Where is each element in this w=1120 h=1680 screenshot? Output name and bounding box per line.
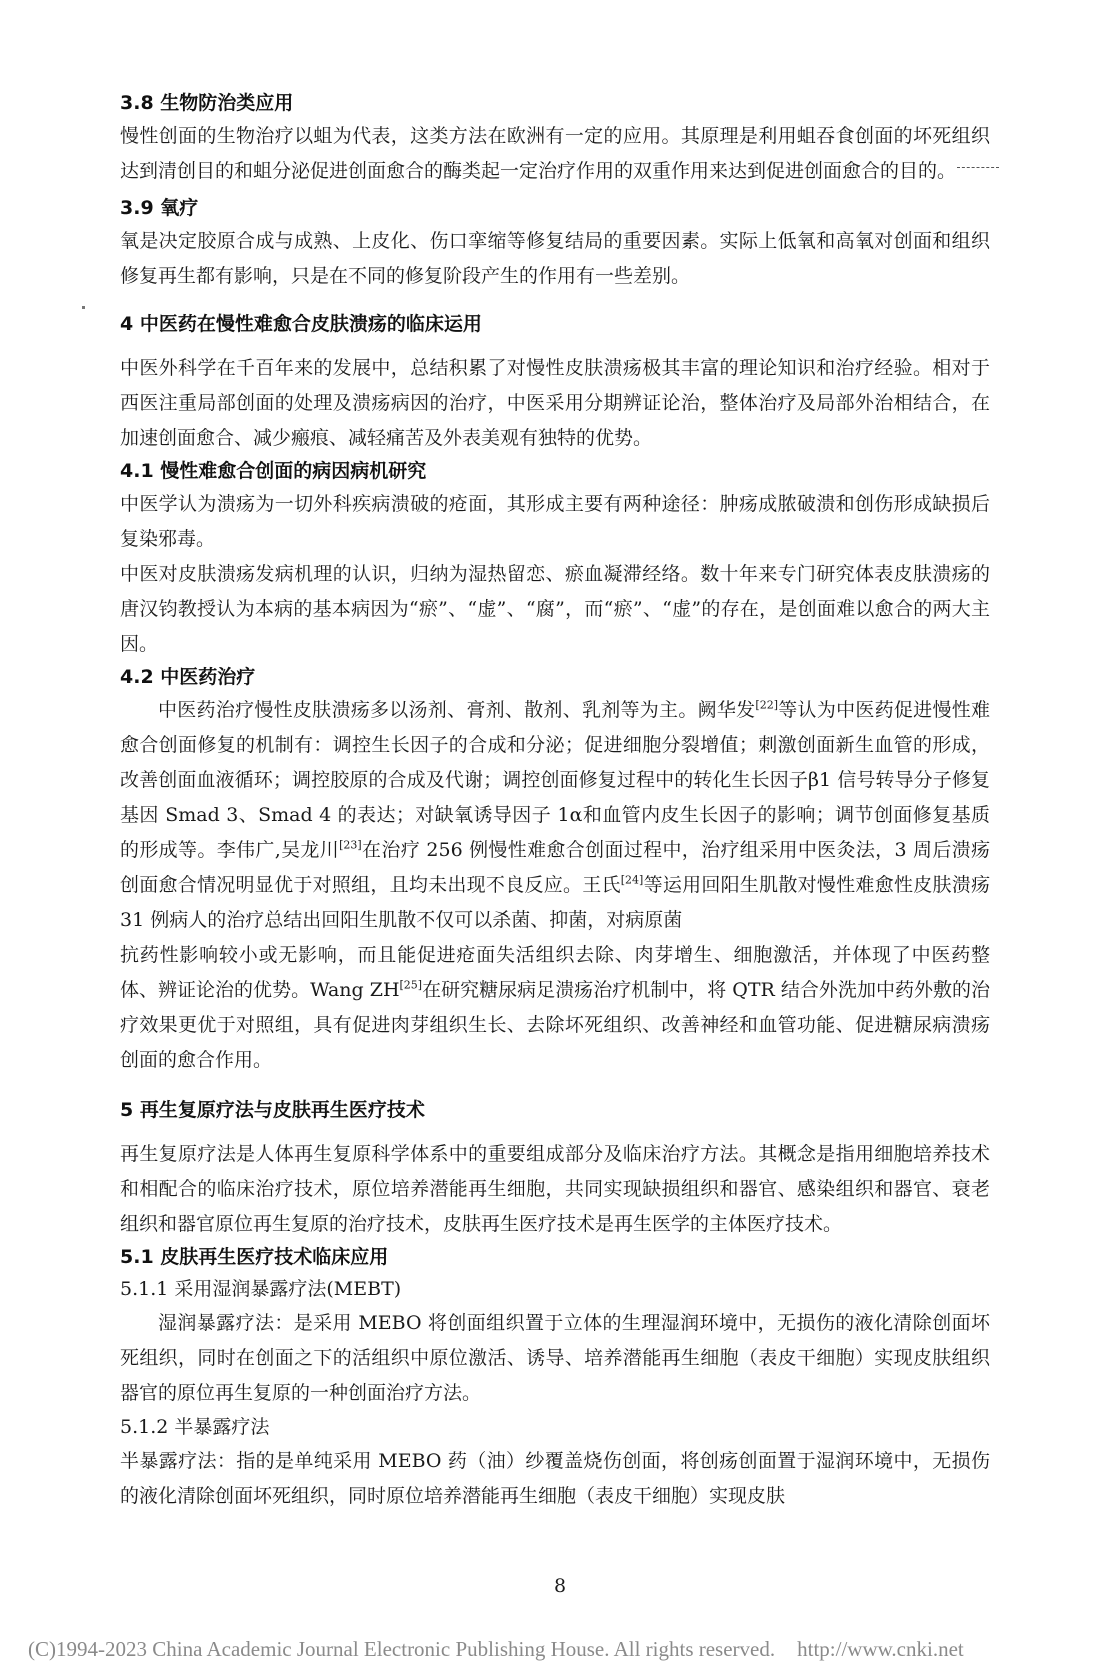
heading-4-1: 4.1 慢性难愈合创面的病因病机研究 [120,460,427,482]
heading-3-9: 3.9 氧疗 [120,197,199,219]
paragraph-4: 中医外科学在千百年来的发展中，总结积累了对慢性皮肤溃疡极其丰富的理论知识和治疗经验。相对于西医注重局部创面的处理及溃疡病因的治疗，中医采用分期辨证论治，整体治疗及局部外治相结合，在加速创面愈合、减少瘢痕、减轻痛苦及外表美观有独特的优势。 [120,357,990,449]
text-run: 等运用回阳生肌散对慢性难愈性皮肤溃疡 31 例病人的治疗总结出回阳生肌散不仅可以杀菌、抑菌，对病原菌 [120,874,990,931]
heading-4: 4 中医药在慢性难愈合皮肤溃疡的临床运用 [120,313,482,335]
text-run: 中医药治疗慢性皮肤溃疡多以汤剂、膏剂、散剂、乳剂等为主。阙华发 [158,699,756,721]
paragraph-5-1-2: 半暴露疗法：指的是单纯采用 MEBO 药（油）纱覆盖烧伤创面，将创疡创面置于湿润环境中，无损伤的液化清除创面坏死组织，同时原位培养潜能再生细胞（表皮干细胞）实现皮肤 [120,1450,990,1507]
subheading-5-1-2: 5.1.2 半暴露疗法 [120,1416,270,1438]
text-run: 等认为中医药促进慢性难愈合创面修复的机制有：调控生长因子的合成和分泌；促进细胞分裂增值；刺激创面新生血管的形成，改善创面血液循环；调控胶原的合成及代谢；调控创面修复过程中的转化生长因子β1 信号转导分子修复基因 Smad 3、Smad 4 的表达；对缺氧诱导因子 1α和血管内皮生长因子的影响；调节创面修复基质的形成等。李伟广,吴龙川 [120,699,990,861]
copyright-footer [28,1637,964,1662]
citation-25: [25] [399,978,423,992]
footer-url: http://www.cnki.net [797,1637,964,1661]
heading-5: 5 再生复原疗法与皮肤再生医疗技术 [120,1099,425,1121]
citation-23: [23] [339,838,362,852]
citation-22: [22] [755,698,778,712]
text-run: 在治疗 256 例慢性难愈合创面过程中，治疗组采用中医灸法，3 周后溃疡创面愈合情况明显优于对照组，且均未出现不良反应。王氏 [120,839,990,896]
citation-24: [24] [620,873,644,887]
paragraph-4-1-a: 中医学认为溃疡为一切外科疾病溃破的疮面，其形成主要有两种途径：肿疡成脓破溃和创伤形成缺损后复染邪毒。 [120,493,990,550]
copyright-text: (C)1994-2023 China Academic Journal Electronic Publishing House. All rights reserved. [28,1637,776,1661]
paragraph-5: 再生复原疗法是人体再生复原科学体系中的重要组成部分及临床治疗方法。其概念是指用细胞培养技术和相配合的临床治疗技术，原位培养潜能再生细胞，共同实现缺损组织和器官、感染组织和器官、衰老组织和器官原位再生复原的治疗技术，皮肤再生医疗技术是再生医学的主体医疗技术。 [120,1143,990,1235]
heading-3-8: 3.8 生物防治类应用 [120,92,294,114]
scan-speck [82,306,85,309]
page-number: 8 [553,1575,567,1597]
paragraph-3-9: 氧是决定胶原合成与成熟、上皮化、伤口挛缩等修复结局的重要因素。实际上低氧和高氧对创面和组织修复再生都有影响，只是在不同的修复阶段产生的作用有一些差别。 [120,230,990,287]
paragraph-4-1-b: 中医对皮肤溃疡发病机理的认识，归纳为湿热留恋、瘀血凝滞经络。数十年来专门研究体表皮肤溃疡的唐汉钧教授认为本病的基本病因为“瘀”、“虚”、“腐”，而“瘀”、“虚”的存在，是创面难以愈合的两大主因。 [120,563,990,655]
paragraph-4-2-b [120,938,990,1078]
heading-4-2: 4.2 中医药治疗 [120,666,256,688]
paragraph-4-2-a [120,693,990,938]
heading-5-1: 5.1 皮肤再生医疗技术临床应用 [120,1246,389,1268]
page-body [120,88,990,1514]
paragraph-5-1-1: 湿润暴露疗法：是采用 MEBO 将创面组织置于立体的生理湿润环境中，无损伤的液化清除创面坏死组织，同时在创面之下的活组织中原位激活、诱导、培养潜能再生细胞（表皮干细胞）实现皮肤组织器官的原位再生复原的一种创面治疗方法。 [120,1312,990,1404]
text-run: 抗药性影响较小或无影响，而且能促进疮面失活组织去除、肉芽增生、细胞激活，并体现了中医药整体、辨证论治的优势。Wang ZH [120,944,990,1001]
subheading-5-1-1: 5.1.1 采用湿润暴露疗法(MEBT) [120,1278,402,1300]
text-run: 在研究糖尿病足溃疡治疗机制中，将 QTR 结合外洗加中药外敷的治疗效果更优于对照组，具有促进肉芽组织生长、去除坏死组织、改善神经和血管功能、促进糖尿病溃疡创面的愈合作用。 [120,979,990,1071]
paragraph-3-8: 慢性创面的生物治疗以蛆为代表，这类方法在欧洲有一定的应用。其原理是利用蛆吞食创面的坏死组织达到清创目的和蛆分泌促进创面愈合的酶类起一定治疗作用的双重作用来达到促进创面愈合的目的。 [120,125,990,182]
